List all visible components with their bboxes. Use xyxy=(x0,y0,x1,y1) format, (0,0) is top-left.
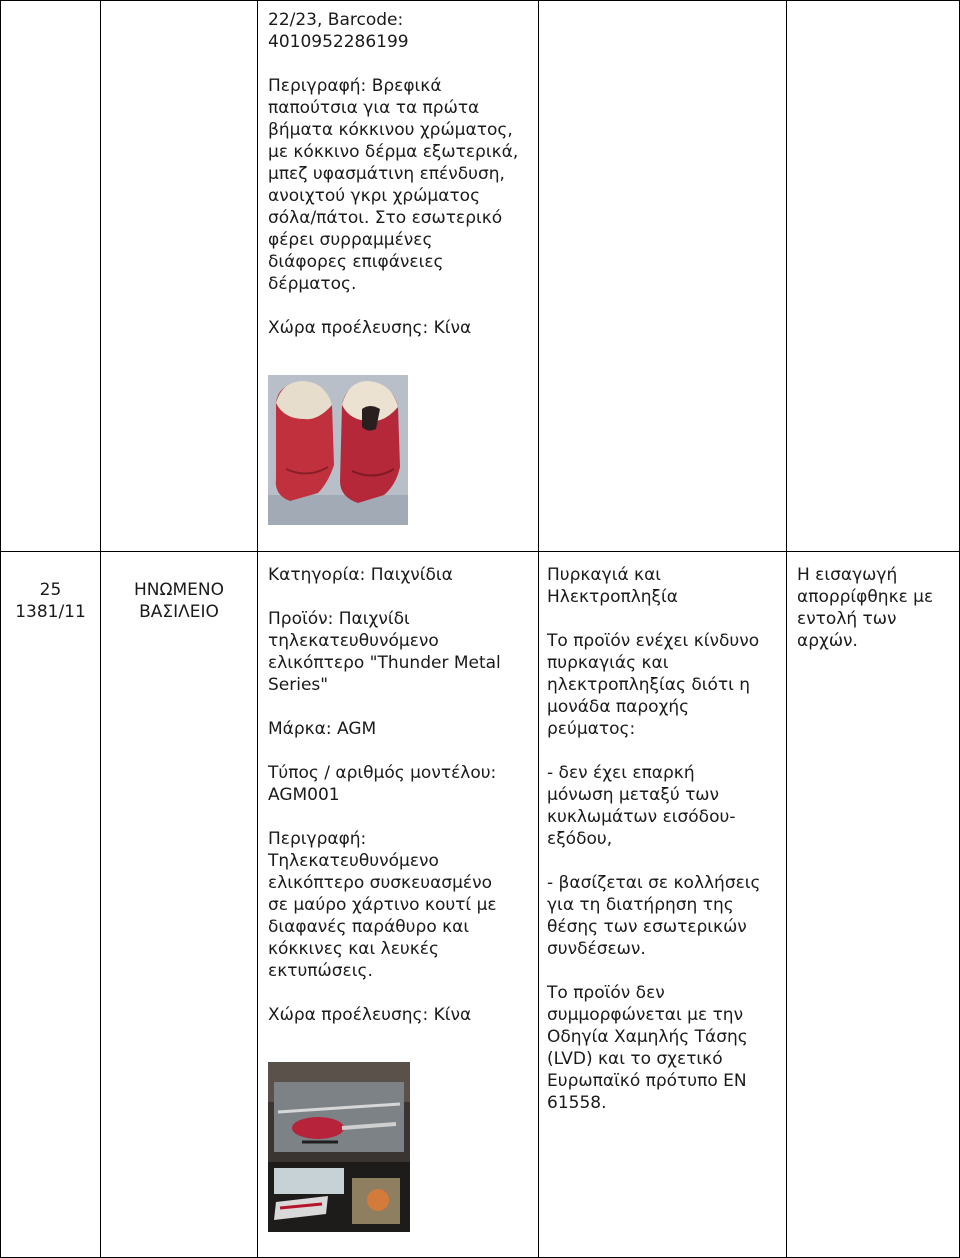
country-cell xyxy=(101,1,258,552)
product-details-cell xyxy=(258,552,539,1258)
measures-taken: Η εισαγωγή απορρίφθηκε με εντολή των αρχών. xyxy=(797,565,934,651)
risk-point-soldering: - βασίζεται σε κολλήσεις για τη διατήρηση της θέσης των εσωτερικών συνδέσεων. xyxy=(547,873,761,959)
country-cell xyxy=(101,552,258,1258)
risk-point-insulation: - δεν έχει επαρκή μόνωση μεταξύ των κυκλωμάτων εισόδου- εξόδου, xyxy=(547,763,736,849)
product-description: Περιγραφή: Τηλεκατευθυνόμενο ελικόπτερο συσκευασμένο σε μαύρο χάρτινο κουτί με διαφανές παράθυρο και κόκκινες και λευκές εκτυπώσεις. xyxy=(268,829,497,981)
risk-cell xyxy=(539,552,787,1258)
product-details-cell xyxy=(258,1,539,552)
risk-type: Πυρκαγιά και Ηλεκτροπληξία xyxy=(547,565,678,607)
number-cell xyxy=(1,1,101,552)
measures-cell xyxy=(787,552,960,1258)
barcode-text: 22/23, Barcode: 4010952286199 xyxy=(268,10,409,52)
helicopter-box-photo xyxy=(268,1062,410,1232)
product-description: Περιγραφή: Βρεφικά παπούτσια για τα πρώτα βήματα κόκκινου χρώματος, με κόκκινο δέρμα εξωτερικά, μπεζ υφασμάτινη επένδυση, ανοιχτού γκρι χρώματος σόλα/πάτοι. Στο εσωτερικό φέρει συρραμμένες διάφορες επιφάνειες δέρματος. xyxy=(268,76,519,294)
product-brand: Μάρκα: AGM xyxy=(268,719,377,739)
notifying-country: ΗΝΩΜΕΝΟ ΒΑΣΙΛΕΙΟ xyxy=(134,580,224,622)
notification-reference: 1381/11 xyxy=(15,602,86,622)
product-name: Προϊόν: Παιχνίδι τηλεκατευθυνόμενο ελικόπτερο "Thunder Metal Series" xyxy=(268,609,501,695)
compliance-statement: Το προϊόν δεν συμμορφώνεται με την Οδηγία Χαμηλής Τάσης (LVD) και το σχετικό Ευρωπαϊκό πρότυπο EN 61558. xyxy=(547,983,748,1113)
product-model: Τύπος / αριθμός μοντέλου: AGM001 xyxy=(268,763,497,805)
baby-shoes-photo xyxy=(268,375,408,525)
table-row xyxy=(1,1,960,552)
country-of-origin: Χώρα προέλευσης: Κίνα xyxy=(268,318,472,338)
measures-cell xyxy=(787,1,960,552)
product-category: Κατηγορία: Παιχνίδια xyxy=(268,565,453,585)
risk-description: Το προϊόν ενέχει κίνδυνο πυρκαγιάς και ηλεκτροπληξίας διότι η μονάδα παροχής ρεύματος: xyxy=(547,631,760,739)
number-cell xyxy=(1,552,101,1258)
table-row xyxy=(1,552,960,1258)
risk-cell xyxy=(539,1,787,552)
notification-number: 25 xyxy=(39,580,62,600)
country-of-origin: Χώρα προέλευσης: Κίνα xyxy=(268,1005,472,1025)
